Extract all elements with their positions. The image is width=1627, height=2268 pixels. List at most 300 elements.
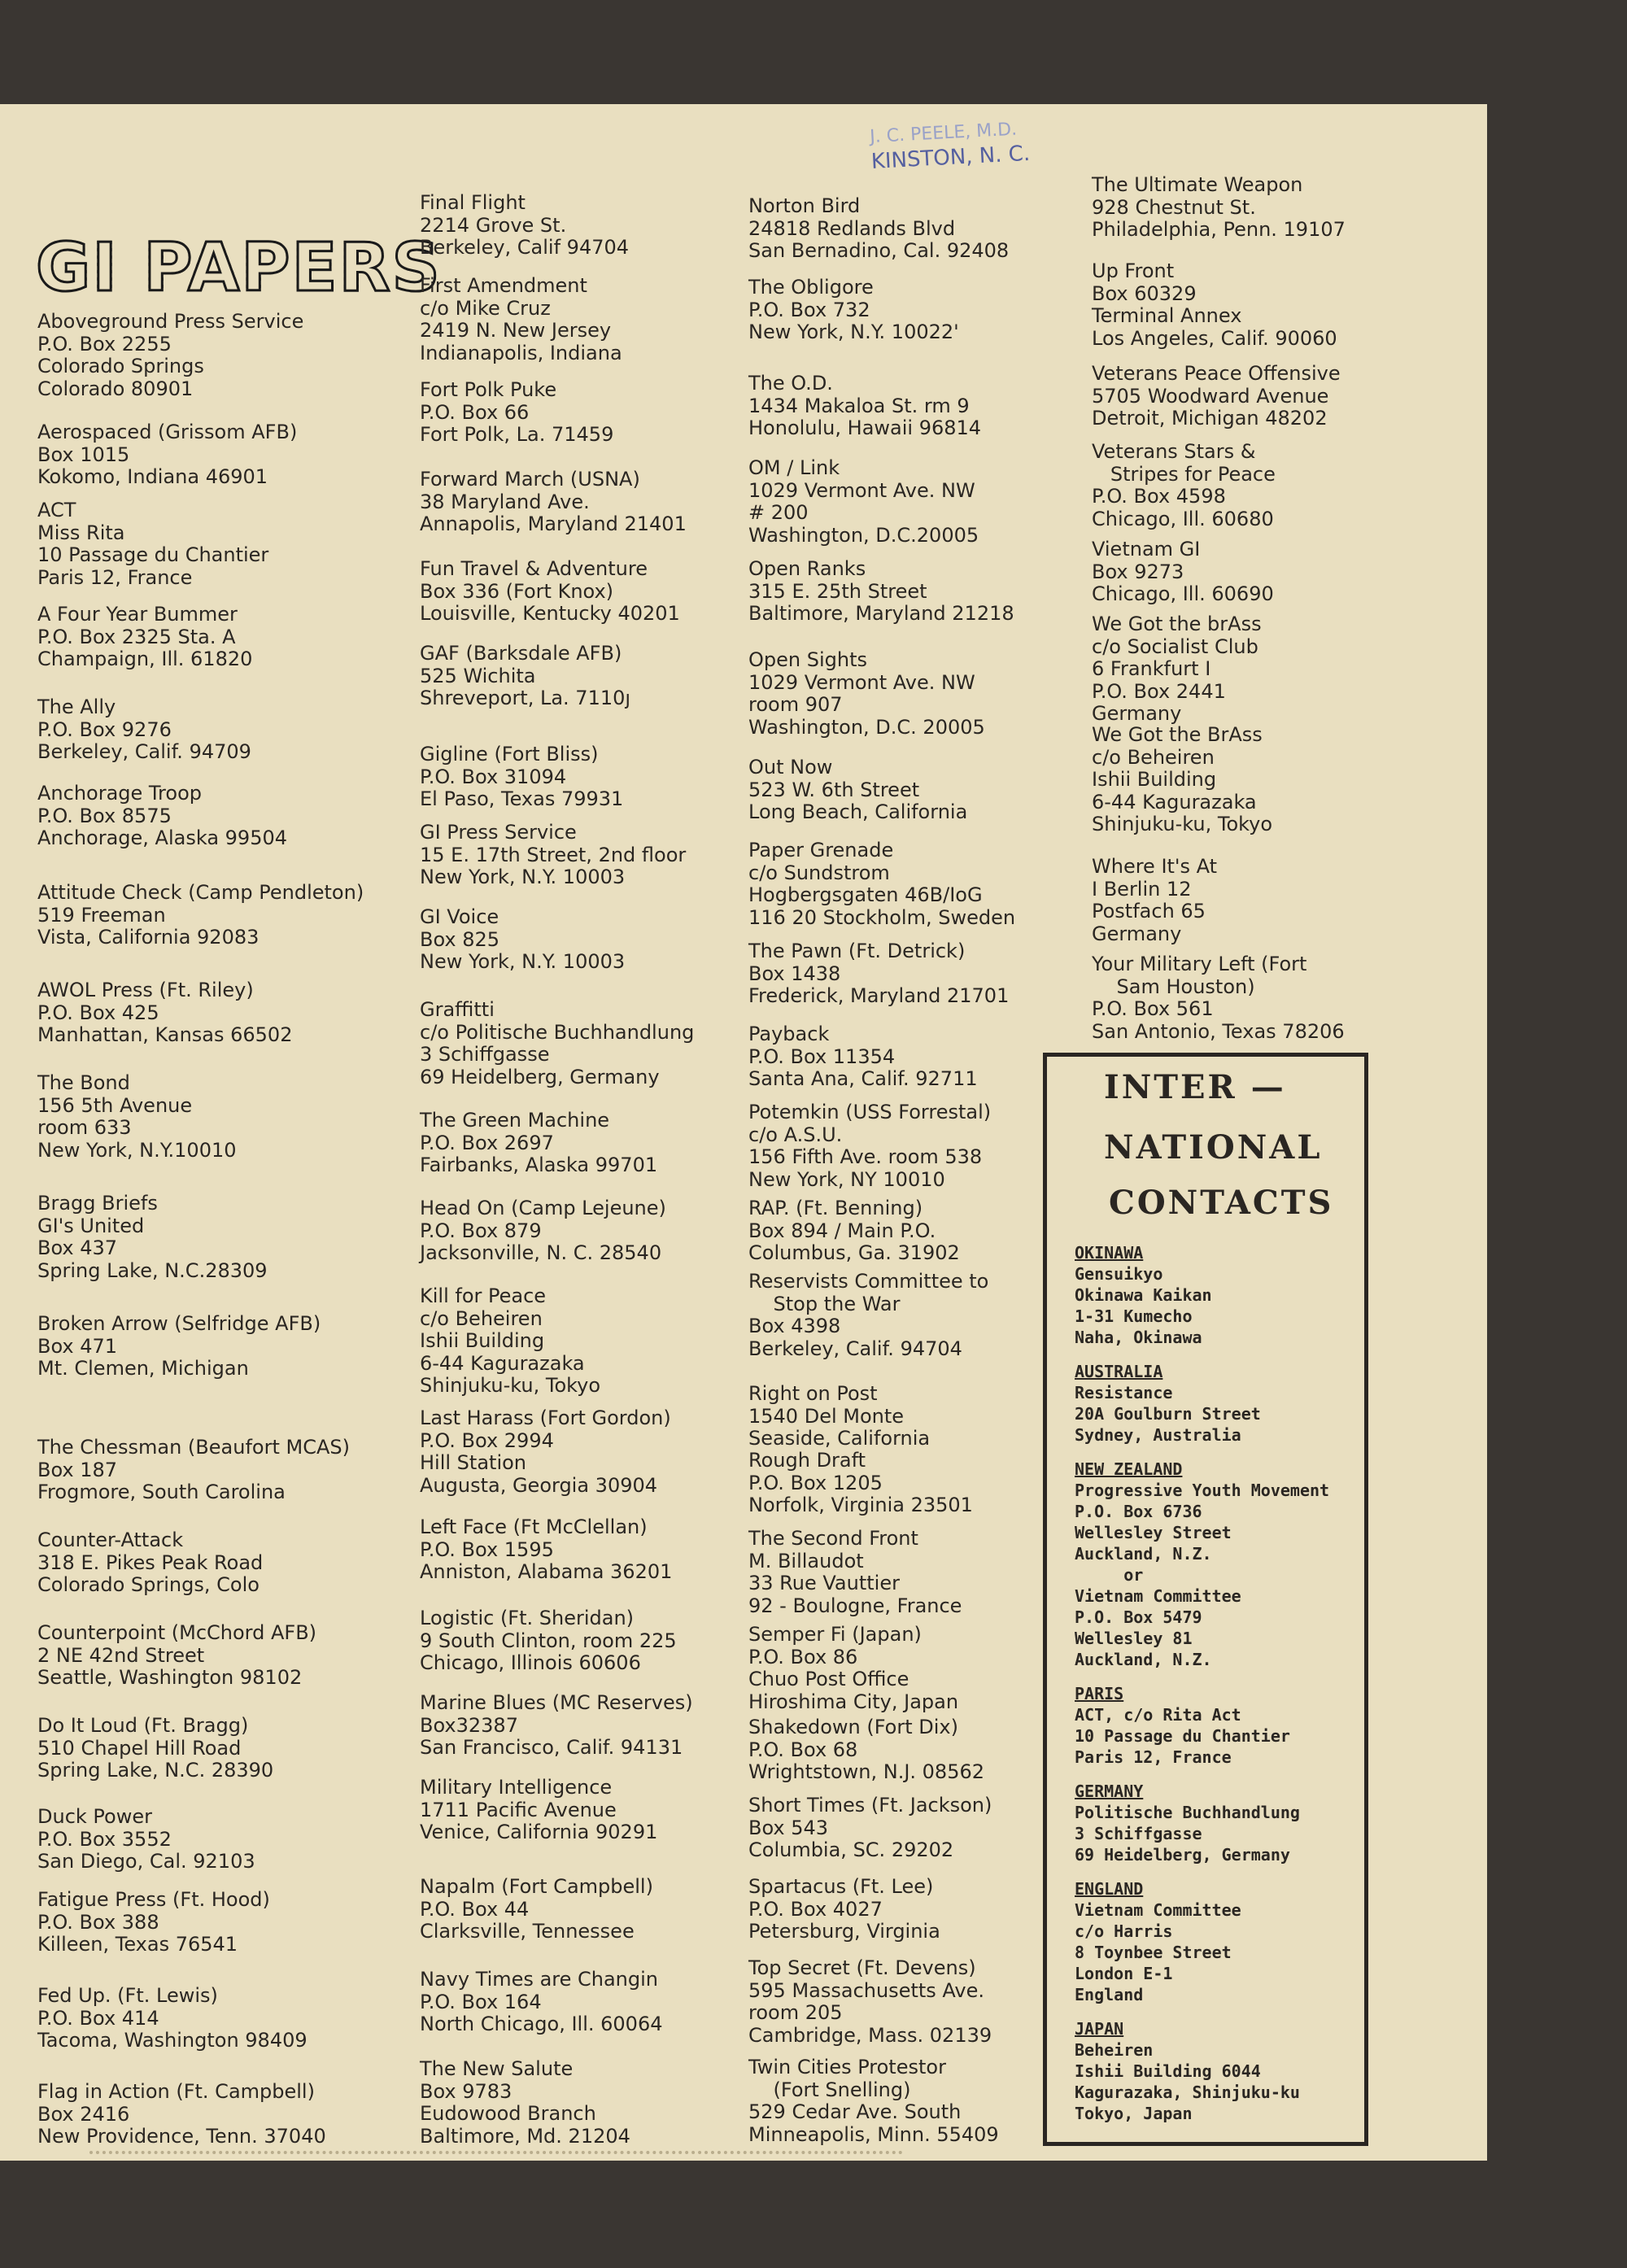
entry-name: The Second Front xyxy=(748,1527,918,1550)
international-heading-2: NATIONAL xyxy=(1104,1128,1323,1167)
entry-name: The Pawn (Ft. Detrick) xyxy=(748,940,966,962)
directory-entry xyxy=(420,1110,657,1177)
entry-address-line: P.O. Box 164 xyxy=(420,1990,542,2013)
directory-entry xyxy=(748,1957,992,2047)
entry-name: ACT xyxy=(37,499,76,521)
entry-address-line: Killeen, Texas 76541 xyxy=(37,1933,238,1956)
entry-address-line: New York, N.Y. 10003 xyxy=(420,950,626,973)
directory-entry xyxy=(748,373,981,440)
entry-address-line: Philadelphia, Penn. 19107 xyxy=(1092,218,1346,241)
entry-name: The Ultimate Weapon xyxy=(1092,173,1303,196)
entry-address-line: c/o Beheiren xyxy=(420,1306,543,1330)
contact-line: ACT, c/o Rita Act xyxy=(1075,1705,1241,1725)
entry-address-line: 1029 Vermont Ave. NW xyxy=(748,670,975,694)
entry-address-line: Box 1438 xyxy=(748,962,841,985)
directory-entry xyxy=(1092,539,1274,606)
entry-address-line: (Fort Snelling) xyxy=(748,2078,911,2101)
contact-line: P.O. Box 6736 xyxy=(1075,1502,1202,1521)
directory-entry xyxy=(37,1072,237,1162)
doctor-stamp xyxy=(870,116,1059,174)
contact-line: Gensuikyo xyxy=(1075,1264,1163,1284)
entry-address-line: Tacoma, Washington 98409 xyxy=(37,2029,308,2052)
entry-address-line: P.O. Box 3552 xyxy=(37,1827,172,1851)
directory-entry xyxy=(37,1889,270,1956)
country-label: GERMANY xyxy=(1075,1782,1144,1801)
entry-address-line: 69 Heidelberg, Germany xyxy=(420,1065,660,1088)
entry-address-line: Augusta, Georgia 30904 xyxy=(420,1473,658,1497)
contact-line: London E-1 xyxy=(1075,1964,1173,1983)
directory-entry xyxy=(748,2056,999,2146)
entry-address-line: Box 9783 xyxy=(420,2079,513,2103)
directory-entry xyxy=(748,940,1009,1008)
entry-address-line: P.O. Box 561 xyxy=(1092,997,1214,1020)
contact-line: 8 Toynbee Street xyxy=(1075,1943,1232,1962)
entry-name: Counterpoint (McChord AFB) xyxy=(37,1621,317,1644)
entry-address-line: San Antonio, Texas 78206 xyxy=(1092,1019,1345,1043)
stamp-line-2: KINSTON, N. C. xyxy=(870,141,1031,174)
contact-line: Wellesley 81 xyxy=(1075,1629,1193,1648)
entry-name: Gigline (Fort Bliss) xyxy=(420,743,599,765)
directory-entry xyxy=(420,1969,663,2036)
entry-name: Potemkin (USS Forrestal) xyxy=(748,1101,992,1123)
contact-group xyxy=(1075,1781,1329,1865)
directory-entry xyxy=(420,1197,666,1265)
entry-address-line: 3 Schiffgasse xyxy=(420,1043,550,1066)
directory-entry xyxy=(748,277,959,344)
entry-address-line: 2 NE 42nd Street xyxy=(37,1643,205,1667)
entry-name: Rough Draft xyxy=(748,1449,866,1472)
entry-address-line: P.O. Box 2325 Sta. A xyxy=(37,625,236,648)
directory-entry xyxy=(37,1193,268,1282)
entry-address-line: Shreveport, La. 7110ȷ xyxy=(420,687,631,709)
entry-name: Paper Grenade xyxy=(748,839,894,861)
directory-entry xyxy=(748,1716,984,1784)
entry-address-line: room 907 xyxy=(748,693,843,716)
entry-name: Open Sights xyxy=(748,648,867,671)
directory-entry xyxy=(420,2058,630,2148)
entry-address-line: Columbia, SC. 29202 xyxy=(748,1838,954,1861)
entry-address-line: Box 60329 xyxy=(1092,281,1197,305)
directory-entry xyxy=(748,840,1015,929)
entry-address-line: 519 Freeman xyxy=(37,903,166,927)
entry-name: The Chessman (Beaufort MCAS) xyxy=(37,1436,350,1459)
entry-name: GI Press Service xyxy=(420,821,577,844)
entry-address-line: Seattle, Washington 98102 xyxy=(37,1666,303,1689)
entry-address-line: Postfach 65 xyxy=(1092,900,1206,922)
entry-address-line: 156 5th Avenue xyxy=(37,1093,193,1117)
entry-address-line: Detroit, Michigan 48202 xyxy=(1092,407,1328,430)
entry-address-line: 6-44 Kagurazaka xyxy=(1092,790,1257,813)
entry-address-line: Mt. Clemen, Michigan xyxy=(37,1357,249,1380)
entry-address-line: c/o Beheiren xyxy=(1092,745,1215,769)
entry-address-line: Frogmore, South Carolina xyxy=(37,1481,286,1503)
entry-address-line: Box 187 xyxy=(37,1458,118,1481)
perforated-edge xyxy=(89,2151,903,2154)
entry-address-line: Colorado Springs, Colo xyxy=(37,1573,260,1596)
entry-address-line: c/o Mike Cruz xyxy=(420,296,551,320)
entry-address-line: Washington, D.C.20005 xyxy=(748,523,979,547)
directory-entry xyxy=(420,1777,657,1844)
entry-name: We Got the brAss xyxy=(1092,613,1262,635)
entry-name: The Bond xyxy=(37,1071,130,1094)
entry-address-line: I Berlin 12 xyxy=(1092,877,1192,901)
directory-entry xyxy=(420,469,687,536)
entry-address-line: 156 Fifth Ave. room 538 xyxy=(748,1145,983,1168)
directory-entry xyxy=(1092,613,1262,726)
entry-name: RAP. (Ft. Benning) xyxy=(748,1197,923,1219)
entry-address-line: Miss Rita xyxy=(37,521,125,544)
entry-address-line: 15 E. 17th Street, 2nd floor xyxy=(420,843,687,866)
directory-entry xyxy=(748,649,985,739)
entry-name: Semper Fi (Japan) xyxy=(748,1623,922,1646)
entry-name: Attitude Check (Camp Pendleton) xyxy=(37,881,364,904)
entry-address-line: San Bernadino, Cal. 92408 xyxy=(748,239,1010,262)
entry-address-line: 2214 Grove St. xyxy=(420,213,567,237)
entry-address-line: Shinjuku-ku, Tokyo xyxy=(420,1374,601,1397)
entry-name: Aboveground Press Service xyxy=(37,310,304,333)
entry-name: Short Times (Ft. Jackson) xyxy=(748,1794,992,1817)
entry-name: Military Intelligence xyxy=(420,1776,613,1799)
entry-address-line: Box 471 xyxy=(37,1334,118,1358)
directory-entry xyxy=(748,1795,992,1862)
entry-address-line: 318 E. Pikes Peak Road xyxy=(37,1551,264,1574)
contact-line: Naha, Okinawa xyxy=(1075,1328,1202,1347)
entry-address-line: Kokomo, Indiana 46901 xyxy=(37,465,268,488)
directory-entry xyxy=(420,906,625,974)
contact-line: Resistance xyxy=(1075,1383,1173,1402)
entry-address-line: Box 894 / Main P.O. xyxy=(748,1219,936,1242)
entry-address-line: 525 Wichita xyxy=(420,664,536,687)
entry-address-line: Fort Polk, La. 71459 xyxy=(420,423,614,446)
entry-address-line: P.O. Box 388 xyxy=(37,1910,159,1934)
directory-entry xyxy=(420,379,613,447)
entry-address-line: 1434 Makaloa St. rm 9 xyxy=(748,394,970,417)
entry-name: Broken Arrow (Selfridge AFB) xyxy=(37,1312,321,1335)
entry-address-line: Germany xyxy=(1092,922,1182,945)
entry-address-line: 928 Chestnut St. xyxy=(1092,195,1256,219)
entry-address-line: 9 South Clinton, room 225 xyxy=(420,1629,677,1652)
contact-line: Auckland, N.Z. xyxy=(1075,1544,1212,1564)
contact-line: Politische Buchhandlung xyxy=(1075,1803,1300,1822)
country-label: JAPAN xyxy=(1075,2019,1124,2039)
entry-name: Veterans Peace Offensive xyxy=(1092,362,1341,385)
contact-line: Progressive Youth Movement xyxy=(1075,1481,1330,1500)
directory-entry xyxy=(1092,260,1337,350)
entry-address-line: Santa Ana, Calif. 92711 xyxy=(748,1067,978,1090)
contact-line: Wellesley Street xyxy=(1075,1523,1232,1542)
entry-name: Left Face (Ft McClellan) xyxy=(420,1516,648,1538)
entry-address-line: Petersburg, Virginia xyxy=(748,1920,940,1943)
entry-address-line: 10 Passage du Chantier xyxy=(37,543,269,566)
entry-address-line: Louisville, Kentucky 40201 xyxy=(420,602,680,625)
entry-address-line: P.O. Box 425 xyxy=(37,1001,159,1024)
entry-address-line: Germany xyxy=(1092,702,1182,725)
entry-name: GAF (Barksdale AFB) xyxy=(420,642,622,665)
entry-address-line: El Paso, Texas 79931 xyxy=(420,787,624,810)
entry-address-line: Vista, California 92083 xyxy=(37,926,260,949)
entry-address-line: P.O. Box 4027 xyxy=(748,1897,883,1921)
entry-address-line: Cambridge, Mass. 02139 xyxy=(748,2023,992,2047)
contact-line: Beheiren xyxy=(1075,2040,1154,2060)
entry-name: Right on Post xyxy=(748,1382,878,1405)
contact-line: P.O. Box 5479 xyxy=(1075,1607,1202,1627)
contact-group xyxy=(1075,1242,1329,1348)
directory-entry xyxy=(37,1985,308,2052)
entry-name: Forward March (USNA) xyxy=(420,468,640,491)
contact-line: Okinawa Kaikan xyxy=(1075,1285,1212,1305)
entry-address-line: Berkeley, Calif. 94704 xyxy=(748,1337,962,1360)
entry-name: Aerospaced (Grissom AFB) xyxy=(37,421,298,443)
directory-entry xyxy=(37,1529,263,1597)
directory-entry xyxy=(1092,724,1272,836)
entry-address-line: Sam Houston) xyxy=(1092,975,1255,998)
entry-name: The O.D. xyxy=(748,372,833,395)
entry-address-line: P.O. Box 11354 xyxy=(748,1045,896,1068)
entry-name: Final Flight xyxy=(420,191,526,214)
stamp-line-1: J. C. PEELE, M.D. xyxy=(869,119,1018,148)
entry-address-line: 24818 Redlands Blvd xyxy=(748,216,956,240)
country-label: ENGLAND xyxy=(1075,1879,1144,1899)
entry-address-line: 6-44 Kagurazaka xyxy=(420,1351,585,1375)
contact-group xyxy=(1075,1878,1329,2005)
directory-entry xyxy=(37,979,292,1047)
directory-entry xyxy=(37,783,287,850)
directory-entry xyxy=(748,558,1014,626)
directory-entry xyxy=(420,822,686,889)
entry-address-line: 6 Frankfurt I xyxy=(1092,657,1211,680)
directory-entry xyxy=(748,1624,958,1713)
entry-address-line: Annapolis, Maryland 21401 xyxy=(420,512,687,535)
entry-address-line: Chuo Post Office xyxy=(748,1668,909,1690)
contact-group xyxy=(1075,1459,1329,1670)
entry-name: Vietnam GI xyxy=(1092,538,1201,560)
contact-line: c/o Harris xyxy=(1075,1921,1173,1941)
entry-address-line: 38 Maryland Ave. xyxy=(420,490,590,513)
entry-address-line: c/o Politische Buchhandlung xyxy=(420,1020,695,1044)
entry-address-line: room 633 xyxy=(37,1116,132,1139)
directory-entry xyxy=(37,1715,273,1782)
entry-address-line: P.O. Box 4598 xyxy=(1092,485,1226,508)
entry-name: Fatigue Press (Ft. Hood) xyxy=(37,1888,270,1911)
entry-address-line: Honolulu, Hawaii 96814 xyxy=(748,417,982,439)
entry-address-line: Washington, D.C. 20005 xyxy=(748,715,985,739)
entry-address-line: 5705 Woodward Avenue xyxy=(1092,384,1329,408)
entry-address-line: 2419 N. New Jersey xyxy=(420,319,612,342)
entry-name: Last Harass (Fort Gordon) xyxy=(420,1407,671,1429)
directory-entry xyxy=(1092,953,1345,1043)
entry-address-line: Chicago, Ill. 60680 xyxy=(1092,507,1274,530)
entry-address-line: Manhattan, Kansas 66502 xyxy=(37,1023,293,1046)
entry-address-line: 529 Cedar Ave. South xyxy=(748,2100,962,2123)
directory-entry xyxy=(748,1876,940,1943)
entry-address-line: 116 20 Stockholm, Sweden xyxy=(748,905,1016,929)
scan-border-right xyxy=(1487,0,1627,2268)
entry-address-line: room 205 xyxy=(748,2001,843,2024)
contact-group xyxy=(1075,1361,1329,1446)
contact-line: 3 Schiffgasse xyxy=(1075,1824,1202,1843)
entry-address-line: Spring Lake, N.C.28309 xyxy=(37,1258,268,1282)
entry-address-line: Long Beach, California xyxy=(748,800,968,823)
entry-address-line: P.O. Box 879 xyxy=(420,1219,542,1242)
entry-name: Shakedown (Fort Dix) xyxy=(748,1716,958,1738)
entry-address-line: Box 1015 xyxy=(37,443,130,466)
entry-address-line: P.O. Box 2441 xyxy=(1092,679,1226,703)
directory-entry xyxy=(748,195,1009,263)
entry-address-line: New York, N.Y.10010 xyxy=(37,1138,237,1162)
entry-address-line: c/o A.S.U. xyxy=(748,1123,843,1146)
entry-name: Fort Polk Puke xyxy=(420,378,557,401)
directory-entry xyxy=(420,192,629,260)
entry-name: First Amendment xyxy=(420,274,587,297)
entry-address-line: P.O. Box 2697 xyxy=(420,1131,554,1154)
entry-address-line: Spring Lake, N.C. 28390 xyxy=(37,1759,274,1782)
contact-line: Vietnam Committee xyxy=(1075,1900,1241,1920)
directory-entry xyxy=(420,999,694,1088)
directory-entry xyxy=(748,1450,973,1517)
entry-address-line: P.O. Box 68 xyxy=(748,1738,858,1761)
directory-entry xyxy=(1092,363,1341,430)
entry-address-line: Los Angeles, Calif. 90060 xyxy=(1092,326,1337,350)
entry-address-line: Frederick, Maryland 21701 xyxy=(748,984,1010,1007)
international-heading-1: INTER — xyxy=(1104,1068,1286,1106)
directory-entry xyxy=(748,757,967,824)
entry-address-line: Champaign, Ill. 61820 xyxy=(37,648,253,670)
directory-entry xyxy=(420,643,630,710)
entry-name: Norton Bird xyxy=(748,194,861,217)
entry-address-line: San Francisco, Calif. 94131 xyxy=(420,1736,683,1759)
entry-name: Up Front xyxy=(1092,260,1175,282)
entry-address-line: Terminal Annex xyxy=(1092,304,1242,327)
entry-address-line: Columbus, Ga. 31902 xyxy=(748,1241,960,1264)
contact-line: Vietnam Committee xyxy=(1075,1586,1241,1606)
entry-address-line: New Providence, Tenn. 37040 xyxy=(37,2125,326,2148)
directory-entry xyxy=(420,1285,600,1398)
entry-address-line: Box 336 (Fort Knox) xyxy=(420,579,614,603)
entry-name: The New Salute xyxy=(420,2057,574,2080)
contact-line: Auckland, N.Z. xyxy=(1075,1650,1212,1669)
entry-name: Where It's At xyxy=(1092,855,1218,878)
contact-line: Sydney, Australia xyxy=(1075,1425,1241,1445)
entry-address-line: 1711 Pacific Avenue xyxy=(420,1798,617,1821)
entry-address-line: Paris 12, France xyxy=(37,565,193,589)
entry-address-line: Norfolk, Virginia 23501 xyxy=(748,1494,973,1516)
entry-name: A Four Year Bummer xyxy=(37,603,238,626)
contact-line: 10 Passage du Chantier xyxy=(1075,1726,1290,1746)
directory-entry xyxy=(37,311,303,400)
international-contacts-list xyxy=(1075,1242,1329,2137)
scan-border-top xyxy=(0,0,1627,104)
entry-address-line: Clarksville, Tennessee xyxy=(420,1920,635,1943)
entry-address-line: Anchorage, Alaska 99504 xyxy=(37,827,288,849)
directory-entry xyxy=(37,421,297,489)
entry-address-line: P.O. Box 2994 xyxy=(420,1428,554,1452)
entry-name: Top Secret (Ft. Devens) xyxy=(748,1956,976,1979)
entry-address-line: P.O. Box 31094 xyxy=(420,765,567,788)
entry-name: AWOL Press (Ft. Riley) xyxy=(37,979,254,1001)
entry-address-line: Indianapolis, Indiana xyxy=(420,341,622,364)
entry-name: GI Voice xyxy=(420,905,499,928)
directory-entry xyxy=(748,1023,978,1091)
entry-address-line: San Diego, Cal. 92103 xyxy=(37,1850,255,1873)
entry-name: Twin Cities Protestor xyxy=(748,2056,946,2078)
entry-address-line: 595 Massachusetts Ave. xyxy=(748,1978,985,2002)
entry-address-line: Ishii Building xyxy=(420,1329,545,1352)
entry-address-line: North Chicago, Ill. 60064 xyxy=(420,2013,663,2035)
entry-name: Head On (Camp Lejeune) xyxy=(420,1197,666,1219)
directory-entry xyxy=(420,1516,672,1584)
entry-address-line: # 200 xyxy=(748,501,809,524)
entry-address-line: M. Billaudot xyxy=(748,1549,864,1572)
entry-name: Logistic (Ft. Sheridan) xyxy=(420,1607,635,1629)
entry-name: Fun Travel & Adventure xyxy=(420,557,648,580)
entry-address-line: Berkeley, Calif. 94709 xyxy=(37,740,251,763)
directory-entry xyxy=(420,1607,677,1675)
entry-name: Do It Loud (Ft. Bragg) xyxy=(37,1714,249,1737)
entry-address-line: 1029 Vermont Ave. NW xyxy=(748,478,975,502)
entry-name: Spartacus (Ft. Lee) xyxy=(748,1875,934,1898)
entry-address-line: P.O. Box 44 xyxy=(420,1897,530,1921)
entry-address-line: Box 4398 xyxy=(748,1315,841,1337)
entry-address-line: Jacksonville, N. C. 28540 xyxy=(420,1241,662,1264)
directory-entry xyxy=(420,744,623,811)
entry-address-line: Box32387 xyxy=(420,1713,518,1737)
entry-name: OM / Link xyxy=(748,456,840,479)
entry-address-line: Fairbanks, Alaska 99701 xyxy=(420,1154,658,1176)
country-label: PARIS xyxy=(1075,1684,1124,1703)
entry-address-line: P.O. Box 86 xyxy=(748,1645,858,1668)
directory-entry xyxy=(37,1437,350,1504)
entry-address-line: Box 9273 xyxy=(1092,560,1184,583)
directory-entry xyxy=(37,882,364,949)
directory-entry xyxy=(420,1407,671,1497)
entry-name: Flag in Action (Ft. Campbell) xyxy=(37,2080,315,2103)
directory-entry xyxy=(37,1622,316,1690)
entry-address-line: Ishii Building xyxy=(1092,768,1217,791)
directory-entry xyxy=(420,275,622,364)
entry-address-line: Anniston, Alabama 36201 xyxy=(420,1560,673,1583)
entry-name: The Ally xyxy=(37,696,116,718)
entry-address-line: Hill Station xyxy=(420,1451,527,1474)
contact-line: 69 Heidelberg, Germany xyxy=(1075,1845,1290,1865)
entry-name: Napalm (Fort Campbell) xyxy=(420,1875,653,1898)
entry-address-line: 523 W. 6th Street xyxy=(748,778,920,801)
entry-address-line: Minneapolis, Minn. 55409 xyxy=(748,2122,999,2146)
entry-address-line: New York, N.Y. 10003 xyxy=(420,866,626,888)
entry-name: Anchorage Troop xyxy=(37,782,202,805)
entry-name: We Got the BrAss xyxy=(1092,723,1263,746)
directory-entry xyxy=(748,1528,962,1617)
contact-group xyxy=(1075,2018,1329,2124)
entry-address-line: Chicago, Illinois 60606 xyxy=(420,1651,641,1674)
entry-address-line: Box 2416 xyxy=(37,2102,130,2126)
page-title: GI PAPERS xyxy=(36,229,442,307)
directory-entry xyxy=(748,457,979,547)
country-label: OKINAWA xyxy=(1075,1243,1144,1263)
entry-address-line: GI's United xyxy=(37,1214,145,1237)
entry-address-line: Wrightstown, N.J. 08562 xyxy=(748,1760,985,1783)
contact-line: or xyxy=(1075,1565,1144,1585)
entry-address-line: P.O. Box 66 xyxy=(420,400,530,424)
entry-address-line: 1540 Del Monte xyxy=(748,1404,905,1428)
entry-address-line: 315 E. 25th Street xyxy=(748,579,927,603)
directory-entry xyxy=(37,696,251,764)
contact-line: 1-31 Kumecho xyxy=(1075,1306,1193,1326)
directory-entry xyxy=(748,1101,991,1191)
directory-entry xyxy=(420,1692,693,1760)
scan-border-bottom xyxy=(0,2161,1627,2268)
entry-address-line: Box 437 xyxy=(37,1236,118,1259)
directory-entry xyxy=(37,499,268,589)
